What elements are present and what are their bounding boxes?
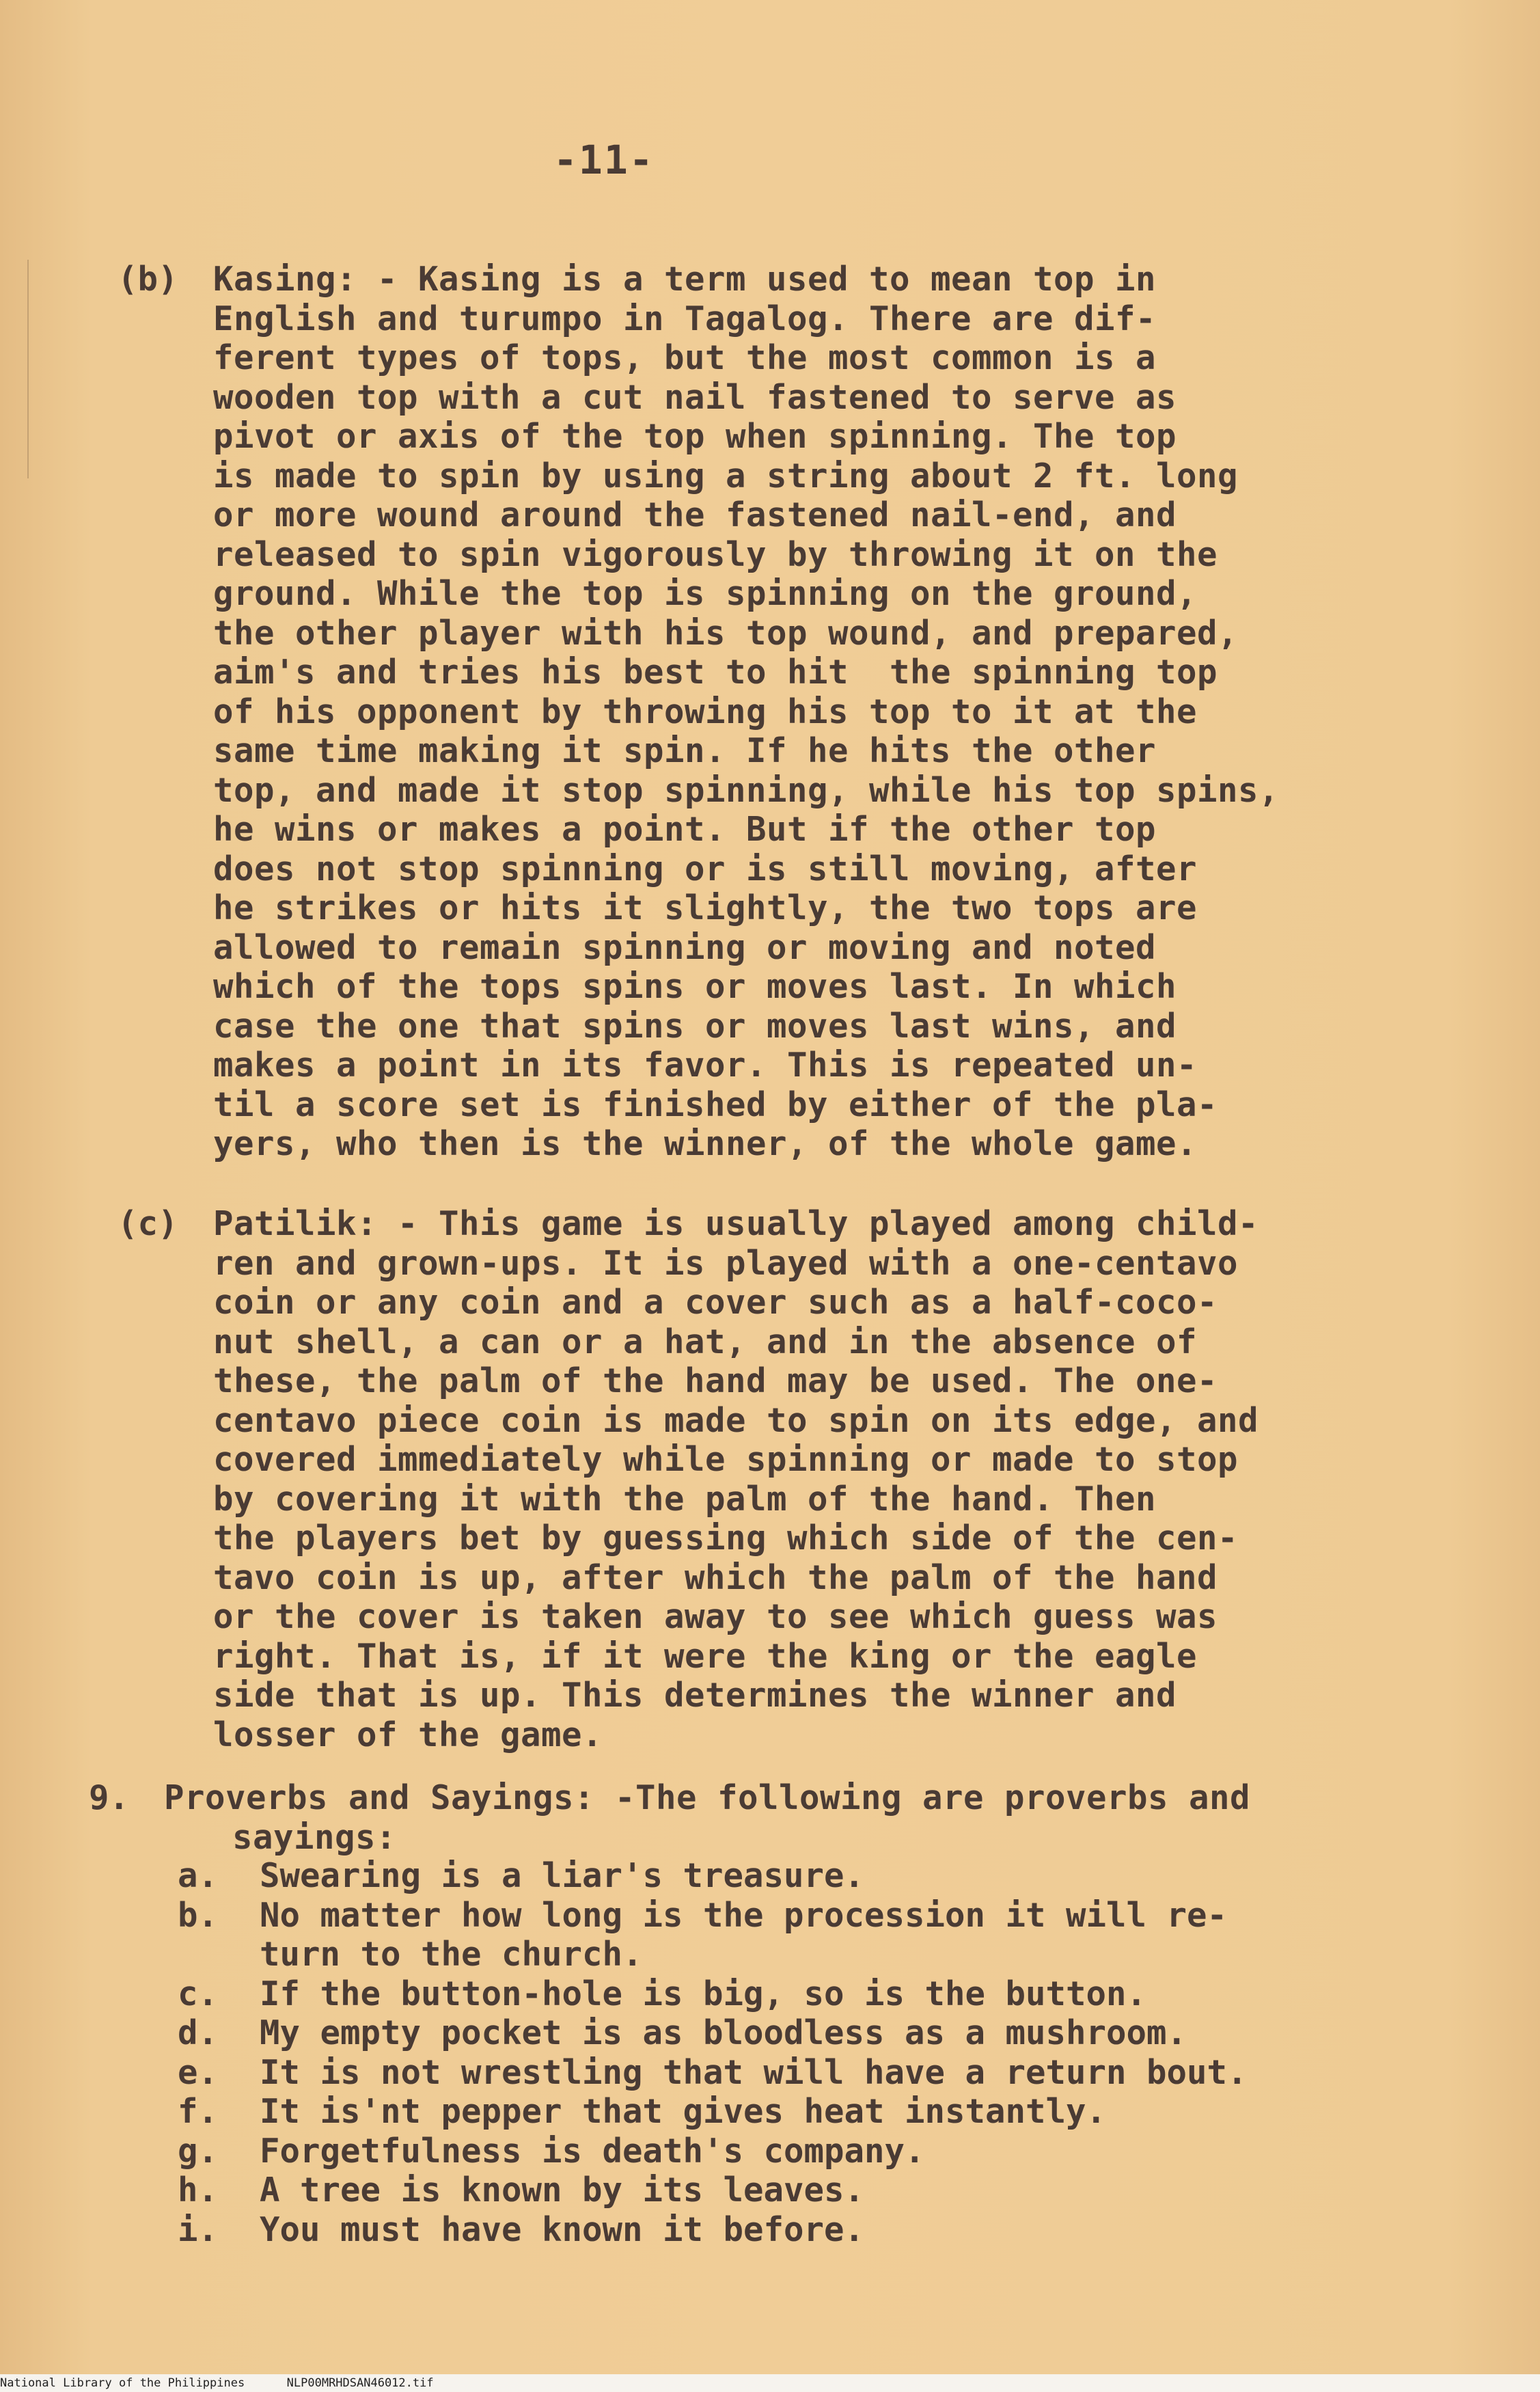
text-line: ground. While the top is spinning on the ground,	[213, 574, 1198, 613]
footer-library: National Library of the Philippines	[0, 2376, 245, 2390]
text-line: Kasing: - Kasing is a term used to mean top in	[213, 260, 1157, 299]
section-c-label: (c)	[118, 1204, 178, 1243]
text-line: same time making it spin. If he hits the other	[213, 731, 1157, 770]
section-b-text	[213, 260, 1279, 1164]
text-line: til a score set is finished by either of the pla-	[213, 1085, 1218, 1124]
text-line: which of the tops spins or moves last. In which	[213, 967, 1177, 1006]
list-item-letter: b.	[178, 1895, 219, 1935]
list-item-text: Forgetfulness is death's company.	[260, 2131, 925, 2171]
list-item-continuation	[178, 1935, 1248, 1974]
list-item-text: You must have known it before.	[260, 2210, 865, 2249]
text-line: ren and grown-ups. It is played with a one-centavo	[213, 1243, 1239, 1283]
text-line: ferent types of tops, but the most common is a	[213, 338, 1157, 377]
text-line: by covering it with the palm of the hand. Then	[213, 1479, 1157, 1519]
text-line: English and turumpo in Tagalog. There are dif-	[213, 299, 1157, 338]
list-item-letter: f.	[178, 2092, 219, 2131]
text-line: coin or any coin and a cover such as a half-coco-	[213, 1283, 1218, 1322]
section-b-kasing	[118, 260, 1429, 1164]
list-item	[178, 2013, 1248, 2053]
page-edge-mark	[0, 260, 29, 478]
list-item-letter: i.	[178, 2210, 219, 2249]
text-line: these, the palm of the hand may be used. The one-	[213, 1361, 1218, 1400]
text-line: allowed to remain spinning or moving and noted	[213, 927, 1157, 967]
section-9-intro	[164, 1778, 1250, 1857]
text-line: released to spin vigorously by throwing it on the	[213, 534, 1218, 574]
page-number: -11-	[553, 137, 655, 183]
text-line: centavo piece coin is made to spin on its edge, and	[213, 1400, 1259, 1440]
text-line: tavo coin is up, after which the palm of the hand	[213, 1558, 1218, 1597]
text-line: wooden top with a cut nail fastened to serve as	[213, 377, 1177, 417]
archive-footer	[0, 2374, 1540, 2392]
text-line: pivot or axis of the top when spinning. The top	[213, 417, 1177, 456]
text-line: sayings:	[232, 1817, 397, 1857]
text-line: losser of the game.	[213, 1715, 603, 1754]
proverbs-list	[178, 1856, 1248, 2249]
section-c-patilik	[118, 1204, 1429, 1754]
text-line: Proverbs and Sayings: -The following are proverbs and	[164, 1778, 1251, 1817]
text-line: the other player with his top wound, and prepared,	[213, 613, 1239, 653]
list-item-text: Swearing is a liar's treasure.	[260, 1856, 865, 1895]
list-item	[178, 1896, 1248, 1935]
list-item	[178, 2210, 1248, 2250]
text-line: top, and made it stop spinning, while his top spins,	[213, 770, 1280, 810]
list-item-text: It is'nt pepper that gives heat instantly.	[260, 2092, 1107, 2131]
text-line: makes a point in its favor. This is repeated un-	[213, 1046, 1198, 1085]
text-line: side that is up. This determines the winner and	[213, 1676, 1177, 1715]
text-line: or the cover is taken away to see which guess was	[213, 1597, 1218, 1636]
text-line: he wins or makes a point. But if the other top	[213, 810, 1157, 849]
text-line: yers, who then is the winner, of the whole game.	[213, 1124, 1198, 1163]
list-item-letter: c.	[178, 1974, 219, 2013]
list-item	[178, 2092, 1248, 2132]
list-item-letter: a.	[178, 1856, 219, 1895]
list-item-letter: d.	[178, 2013, 219, 2052]
text-line: or more wound around the fastened nail-end, and	[213, 495, 1177, 534]
list-item	[178, 2132, 1248, 2171]
list-item-letter: g.	[178, 2131, 219, 2171]
section-9-proverbs	[89, 1778, 1401, 1857]
list-item	[178, 2053, 1248, 2093]
section-c-text	[213, 1204, 1259, 1754]
text-line: the players bet by guessing which side of the cen-	[213, 1519, 1239, 1558]
list-item-text: My empty pocket is as bloodless as a mushroom.	[260, 2013, 1187, 2052]
text-line: right. That is, if it were the king or the eagle	[213, 1636, 1198, 1676]
section-9-label: 9.	[89, 1778, 130, 1817]
text-line: Patilik: - This game is usually played among child-	[213, 1204, 1259, 1243]
text-line: is made to spin by using a string about 2 ft. long	[213, 456, 1239, 495]
footer-file: NLP00MRHDSAN46012.tif	[286, 2376, 434, 2390]
text-line: of his opponent by throwing his top to it at the	[213, 692, 1198, 731]
list-item-text: No matter how long is the procession it will re-	[260, 1895, 1228, 1935]
list-item-text: turn to the church.	[260, 1935, 643, 1974]
text-line: aim's and tries his best to hit the spinning top	[213, 653, 1218, 692]
list-item	[178, 1974, 1248, 2014]
section-b-label: (b)	[118, 260, 178, 299]
list-item	[178, 1856, 1248, 1896]
text-line: case the one that spins or moves last wins, and	[213, 1006, 1177, 1046]
text-line: he strikes or hits it slightly, the two tops are	[213, 888, 1198, 927]
text-line: nut shell, a can or a hat, and in the absence of	[213, 1322, 1198, 1361]
text-line: does not stop spinning or is still moving, after	[213, 849, 1198, 888]
list-item-text: A tree is known by its leaves.	[260, 2171, 865, 2210]
text-line: covered immediately while spinning or made to stop	[213, 1440, 1239, 1479]
list-item-text: If the button-hole is big, so is the button.	[260, 1974, 1147, 2013]
list-item-letter: h.	[178, 2171, 219, 2210]
list-item-letter: e.	[178, 2052, 219, 2092]
list-item	[178, 2171, 1248, 2210]
list-item-text: It is not wrestling that will have a return bout.	[260, 2052, 1248, 2092]
